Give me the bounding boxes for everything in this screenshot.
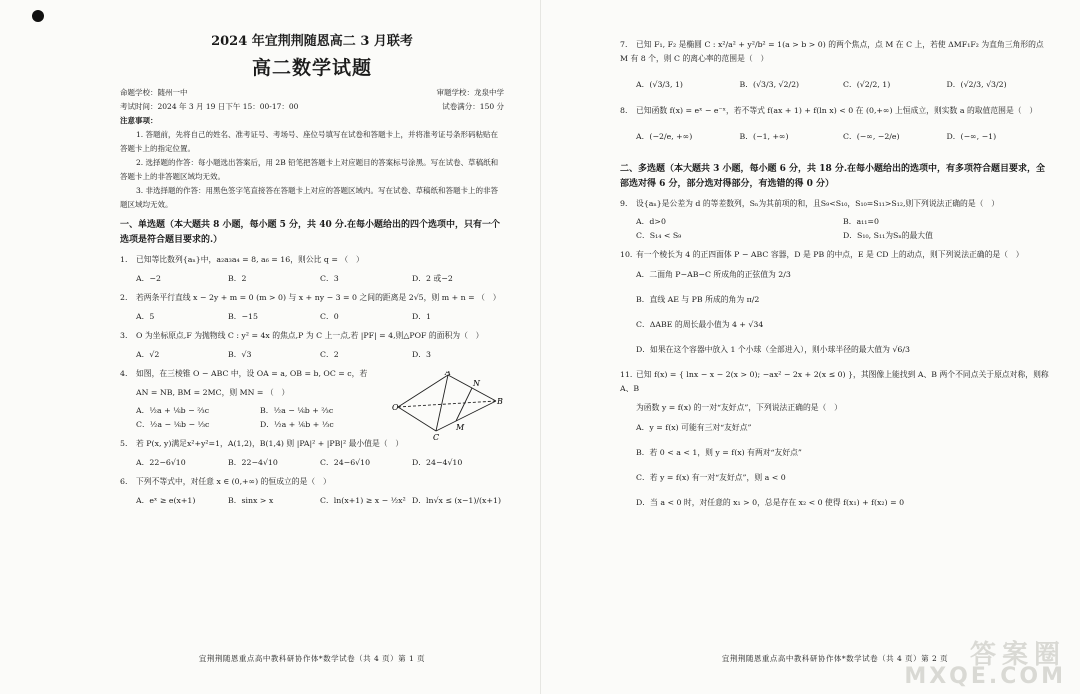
option-d[interactable]: D．1 xyxy=(412,312,432,321)
edge-ac xyxy=(436,375,448,431)
option-d[interactable]: D．(−∞, −1) xyxy=(946,132,997,141)
exam-time: 考试时间：2024 年 3 月 19 日下午 15：00-17：00 xyxy=(120,102,299,111)
option-d[interactable]: D．2 或−2 xyxy=(412,274,453,283)
edge-oc xyxy=(398,407,436,431)
option-c[interactable]: C．若 y = f(x) 有一对“友好点”，则 a < 0 xyxy=(636,473,786,482)
option-c[interactable]: C．(−∞, −2/e) xyxy=(843,132,900,141)
option-b[interactable]: B．½a − ⅙b + ⅔c xyxy=(260,406,334,415)
option-a[interactable]: A．y = f(x) 可能有三对“友好点” xyxy=(636,423,752,432)
question-text: 已知 F₁, F₂ 是椭圆 C : x²/a² + y²/b² = 1(a > b > 0) 的两个焦点，点 M 在 C 上，若使 ΔMF₁F₂ 为直角三角形的点 M 有 8 个，则 C 的离心率的范围是（ ） xyxy=(620,40,1044,63)
page-footer: 宜荆荆随恩重点高中教科研协作体*数学试卷（共 4 页）第 2 页 xyxy=(721,654,949,663)
question-text: 若 P(x, y)满足x²+y²=1，A(1,2)，B(1,4) 则 |PA|² + |PB|² 最小值是（ ） xyxy=(136,439,404,448)
segment-mn xyxy=(456,388,472,421)
question-8: 8. 已知函数 f(x) = eˣ − e⁻ˣ，若不等式 f(ax + 1) + f(ln x) < 0 在 (0,+∞) 上恒成立，则实数 a 的取值范围是（ ） xyxy=(620,106,1038,115)
option-a[interactable]: A．(√3/3, 1) xyxy=(636,80,683,89)
label-a: A xyxy=(445,371,451,377)
option-d[interactable]: D．S₁₀, S₁₁为Sₙ的最大值 xyxy=(843,231,933,240)
option-d[interactable]: D．3 xyxy=(412,350,432,359)
option-a[interactable]: A．½a + ⅙b − ⅔c xyxy=(136,406,210,415)
option-a[interactable]: A．√2 xyxy=(136,350,160,359)
meta-row-time xyxy=(120,100,504,114)
note-item: 3. 非选择题的作答：用黑色签字笔直接答在答题卡上对应的答题区域内。写在试卷、草稿纸和答题卡上的非答题区域均无效。 xyxy=(120,186,499,209)
question-text: 有一个棱长为 4 的正四面体 P − ABC 容器，D 是 PB 的中点，E 是 CD 上的动点，则下列说法正确的是（ ） xyxy=(636,250,1024,259)
meta-row-schools xyxy=(120,86,504,100)
subject-title: 高二数学试题 xyxy=(251,57,372,79)
option-c[interactable]: C．½a − ⅙b − ⅓c xyxy=(136,420,210,429)
edge-ob xyxy=(398,401,496,407)
option-d[interactable]: D．(√2/3, √3/2) xyxy=(946,80,1007,89)
question-1: 1. 已知等比数列{aₙ}中，a₂a₃a₄ = 8, a₆ = 16，则公比 q = （ ） xyxy=(120,255,364,264)
option-b[interactable]: B．√3 xyxy=(228,350,252,359)
question-11-continued: 为函数 y = f(x) 的一对“友好点”，下列说法正确的是（ ） xyxy=(636,403,842,412)
question-3: 3. O 为坐标原点,F 为抛物线 C : y² = 4x 的焦点,P 为 C 上一点,若 |PF| = 4,则△POF 的面积为（ ） xyxy=(120,331,484,340)
tetrahedron-figure xyxy=(392,371,504,441)
full-score: 试卷满分：150 分 xyxy=(442,102,504,111)
question-text: 若两条平行直线 x − 2y + m = 0 (m > 0) 与 x + ny − 3 = 0 之间的距离是 2√5，则 m + n = （ ） xyxy=(136,293,501,302)
question-6: 6. 下列不等式中，对任意 x ∈ (0,+∞) 的恒成立的是（ ） xyxy=(120,477,331,486)
option-c[interactable]: C．ΔABE 的周长最小值为 4 + √34 xyxy=(636,320,764,329)
options-q11 xyxy=(636,421,1050,510)
question-7: 7. 已知 F₁, F₂ 是椭圆 C : x²/a² + y²/b² = 1(a > b > 0) 的两个焦点，点 M 在 C 上，若使 ΔMF₁F₂ 为直角三角形的点 M 有 8 个，则 C 的离心率的范围是（ ） xyxy=(620,40,1044,63)
option-c[interactable]: C．2 xyxy=(320,350,339,359)
label-m: M xyxy=(456,423,465,432)
question-5: 5. 若 P(x, y)满足x²+y²=1，A(1,2)，B(1,4) 则 |PA|² + |PB|² 最小值是（ ） xyxy=(120,439,404,448)
options-q10 xyxy=(636,268,1050,357)
option-b[interactable]: B．22−4√10 xyxy=(228,458,278,467)
question-4-continued: AN = NB, BM = 2MC，则 MN = （ ） xyxy=(136,388,290,397)
site-watermark xyxy=(904,640,1066,689)
options-q6 xyxy=(136,494,504,508)
note-item: 1. 答题前，先将自己的姓名、准考证号、考场号、座位号填写在试卷和答题卡上，并将准考证号条形码粘贴在答题卡上的指定位置。 xyxy=(120,130,499,153)
label-c: C xyxy=(433,433,440,441)
question-text: 如图，在三棱锥 O − ABC 中，设 OA = a, OB = b, OC = c，若 xyxy=(136,369,368,378)
question-text: 已知函数 f(x) = eˣ − e⁻ˣ，若不等式 f(ax + 1) + f(ln x) < 0 在 (0,+∞) 上恒成立，则实数 a 的取值范围是（ ） xyxy=(636,106,1038,115)
question-9: 9. 设{aₙ}是公差为 d 的等差数列，Sₙ为其前项的和，且S₉<S₁₀，S₁₀=S₁₁>S₁₂,则下列说法正确的是（ ） xyxy=(620,199,1000,208)
options-q3 xyxy=(136,348,504,362)
option-d[interactable]: D．如果在这个容器中放入 1 个小球（全部进入），则小球半径的最大值为 √6/3 xyxy=(636,345,910,354)
page-footer: 宜荆荆随恩重点高中教科研协作体*数学试卷（共 4 页）第 1 页 xyxy=(198,654,426,663)
options-q5 xyxy=(136,456,504,470)
options-q8 xyxy=(636,130,1050,144)
watermark-logo-text: 答案圈 xyxy=(969,640,1066,670)
exam-title: 2024 年宜荆荆随恩高二 3 月联考 xyxy=(211,34,413,49)
question-text: 下列不等式中，对任意 x ∈ (0,+∞) 的恒成立的是（ ） xyxy=(136,477,331,486)
question-2: 2. 若两条平行直线 x − 2y + m = 0 (m > 0) 与 x + ny − 3 = 0 之间的距离是 2√5，则 m + n = （ ） xyxy=(120,293,501,302)
note-item: 2. 选择题的作答：每小题选出答案后，用 2B 铅笔把答题卡上对应题目的答案标号涂黑。写在试卷、草稿纸和答题卡上的非答题区域均无效。 xyxy=(120,158,499,181)
section-heading-multiple-choice: 二、多选题（本大题共 3 小题，每小题 6 分，共 18 分.在每小题给出的选项中，有多项符合题目要求，全部选对得 6 分，部分选对得部分，有选错的得 0 分） xyxy=(620,164,1045,189)
edge-oa xyxy=(398,375,448,407)
watermark-url: MXQE.COM xyxy=(904,664,1066,689)
option-b[interactable]: B．2 xyxy=(228,274,247,283)
option-b[interactable]: B．(−1, +∞) xyxy=(739,132,789,141)
notes-heading: 注意事项： xyxy=(120,116,158,125)
option-b[interactable]: B．−15 xyxy=(228,312,258,321)
option-c[interactable]: C．0 xyxy=(320,312,339,321)
option-d[interactable]: D．ln√x ≤ (x−1)/(x+1) xyxy=(412,496,501,505)
option-b[interactable]: B．直线 AE 与 PB 所成的角为 π/2 xyxy=(636,295,760,304)
option-a[interactable]: A．5 xyxy=(136,312,155,321)
option-a[interactable]: A．二面角 P−AB−C 所成角的正弦值为 2/3 xyxy=(636,270,791,279)
edge-cb xyxy=(436,401,496,431)
question-10: 10. 有一个棱长为 4 的正四面体 P − ABC 容器，D 是 PB 的中点，E 是 CD 上的动点，则下列说法正确的是（ ） xyxy=(620,250,1024,259)
option-b[interactable]: B．若 0 < a < 1，则 y = f(x) 有两对“友好点” xyxy=(636,448,802,457)
option-a[interactable]: A．eˣ ≥ e(x+1) xyxy=(136,496,196,505)
question-4: 4. 如图，在三棱锥 O − ABC 中，设 OA = a, OB = b, OC = c，若 xyxy=(120,369,368,378)
option-b[interactable]: B．a₁₁=0 xyxy=(843,217,879,226)
label-n: N xyxy=(473,379,480,388)
option-c[interactable]: C．(√2/2, 1) xyxy=(843,80,891,89)
options-q2 xyxy=(136,310,504,324)
label-b: B xyxy=(497,397,503,406)
option-a[interactable]: A．−2 xyxy=(136,274,161,283)
section-heading-single-choice: 一、单选题（本大题共 8 小题，每小题 5 分，共 40 分.在每小题给出的四个选项中，只有一个选项是符合题目要求的.） xyxy=(120,220,500,245)
question-text: 设{aₙ}是公差为 d 的等差数列，Sₙ为其前项的和，且S₉<S₁₀，S₁₀=S₁₁>S₁₂,则下列说法正确的是（ ） xyxy=(636,199,1000,208)
option-b[interactable]: B．sinx > x xyxy=(228,496,274,505)
question-text: 已知等比数列{aₙ}中，a₂a₃a₄ = 8, a₆ = 16，则公比 q = （ ） xyxy=(136,255,364,264)
options-q7 xyxy=(636,78,1050,92)
question-text: 已知 f(x) = { lnx − x − 2(x > 0); −ax² − 2x + 2(x ≤ 0) }，其图像上能找到 A、B 两个不同点关于原点对称，则称 A、B xyxy=(620,370,1049,393)
reviewer-school: 审题学校：龙泉中学 xyxy=(436,88,504,97)
option-d[interactable]: D．当 a < 0 时，对任意的 x₁ > 0，总是存在 x₂ < 0 使得 f(x₁) + f(x₂) = 0 xyxy=(636,498,905,507)
label-o: O xyxy=(392,403,399,412)
option-a[interactable]: A．d>0 xyxy=(636,217,666,226)
exam-page-2 xyxy=(540,0,1080,694)
option-c[interactable]: C．3 xyxy=(320,274,339,283)
option-a[interactable]: A．22−6√10 xyxy=(136,458,186,467)
option-c[interactable]: C．S₁₄ < S₉ xyxy=(636,231,682,240)
setter-school: 命题学校：随州一中 xyxy=(120,88,188,97)
option-d[interactable]: D．½a + ⅙b + ⅓c xyxy=(260,420,334,429)
option-a[interactable]: A．(−2/e, +∞) xyxy=(636,132,693,141)
option-b[interactable]: B．(√3/3, √2/2) xyxy=(739,80,800,89)
option-c[interactable]: C．24−6√10 xyxy=(320,458,371,467)
question-text: O 为坐标原点,F 为抛物线 C : y² = 4x 的焦点,P 为 C 上一点,若 |PF| = 4,则△POF 的面积为（ ） xyxy=(136,331,484,340)
option-c[interactable]: C．ln(x+1) ≥ x − ½x² xyxy=(320,496,406,505)
option-d[interactable]: D．24−4√10 xyxy=(412,458,463,467)
options-q1 xyxy=(136,272,504,286)
question-11: 11. 已知 f(x) = { lnx − x − 2(x > 0); −ax² − 2x + 2(x ≤ 0) }，其图像上能找到 A、B 两个不同点关于原点对称，则称 A、B xyxy=(620,370,1049,393)
options-q9 xyxy=(636,215,1050,243)
question-4-block xyxy=(120,367,504,441)
